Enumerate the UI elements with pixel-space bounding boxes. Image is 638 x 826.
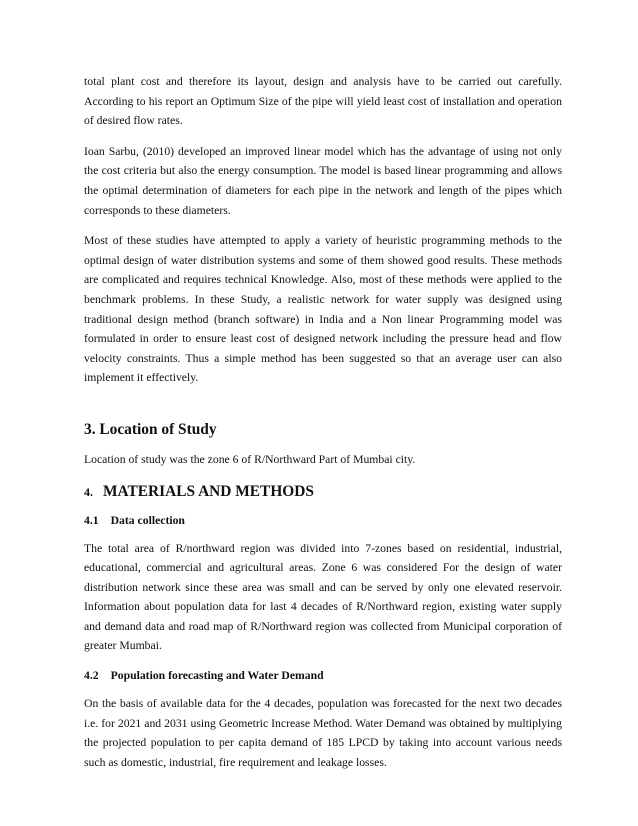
paragraph-sarbu: Ioan Sarbu, (2010) developed an improved linear model which has the advantage of using not only the cost criteria but also the energy consumption. The model is based linear programming and allows the optimal determination of diameters for each pipe in the network and length of the pipes which corresponds to these diameters.	[84, 144, 562, 217]
subsection-number: 4.2	[84, 669, 99, 683]
paragraph-population: On the basis of available data for the 4 decades, population was forecasted for the next two decades i.e. for 2021 and 2031 using Geometric Increase Method. Water Demand was obtained by multiplying the projected population to per capita demand of 185 LPCD by taking into account various needs such as domestic, industrial, fire requirement and leakage losses.	[84, 697, 562, 769]
section-number: 4.	[84, 484, 93, 499]
subsection-title: Population forecasting and Water Demand	[110, 669, 324, 683]
section-spacer	[84, 399, 562, 420]
paragraph-intro-continuation: total plant cost and therefore its layout, design and analysis have to be carried out carefully. According to his report an Optimum Size of the pipe will yield least cost of installation and operation of desired flow rates.	[84, 75, 562, 128]
section-title: MATERIALS AND METHODS	[103, 482, 314, 500]
paragraph-location: Location of study was the zone 6 of R/Northward Part of Mumbai city.	[84, 452, 416, 466]
page-body	[84, 72, 562, 783]
section-heading-location: 3. Location of Study	[84, 420, 217, 438]
subsection-heading-population	[84, 667, 562, 685]
subsection-heading-data-collection	[84, 512, 562, 530]
section-heading-materials-methods	[84, 482, 562, 502]
subsection-number: 4.1	[84, 513, 99, 527]
paragraph-data-collection: The total area of R/northward region was divided into 7-zones based on residential, industrial, educational, commercial and agricultural areas. Zone 6 was considered For the design of water distribution network since these area was small and can be served by only one elevated reservoir. Information about population data for last 4 decades of R/Northward region, existing water supply and demand data and road map of R/Northward region was collected from Municipal corporation of greater Mumbai.	[84, 541, 562, 653]
subsection-title: Data collection	[110, 513, 185, 527]
paragraph-studies-summary: Most of these studies have attempted to apply a variety of heuristic programming methods to the optimal design of water distribution systems and some of them showed good results. These methods are complicated and requires technical Knowledge. Also, most of these methods were applied to the benchmark problems. In these Study, a realistic network for water supply was designed using traditional design method (branch software) in India and a Non linear Programming model was formulated in order to ensure least cost of designed network including the pressure head and flow velocity constraints. Thus a simple method has been suggested so that an average user can also implement it effectively.	[84, 234, 562, 385]
